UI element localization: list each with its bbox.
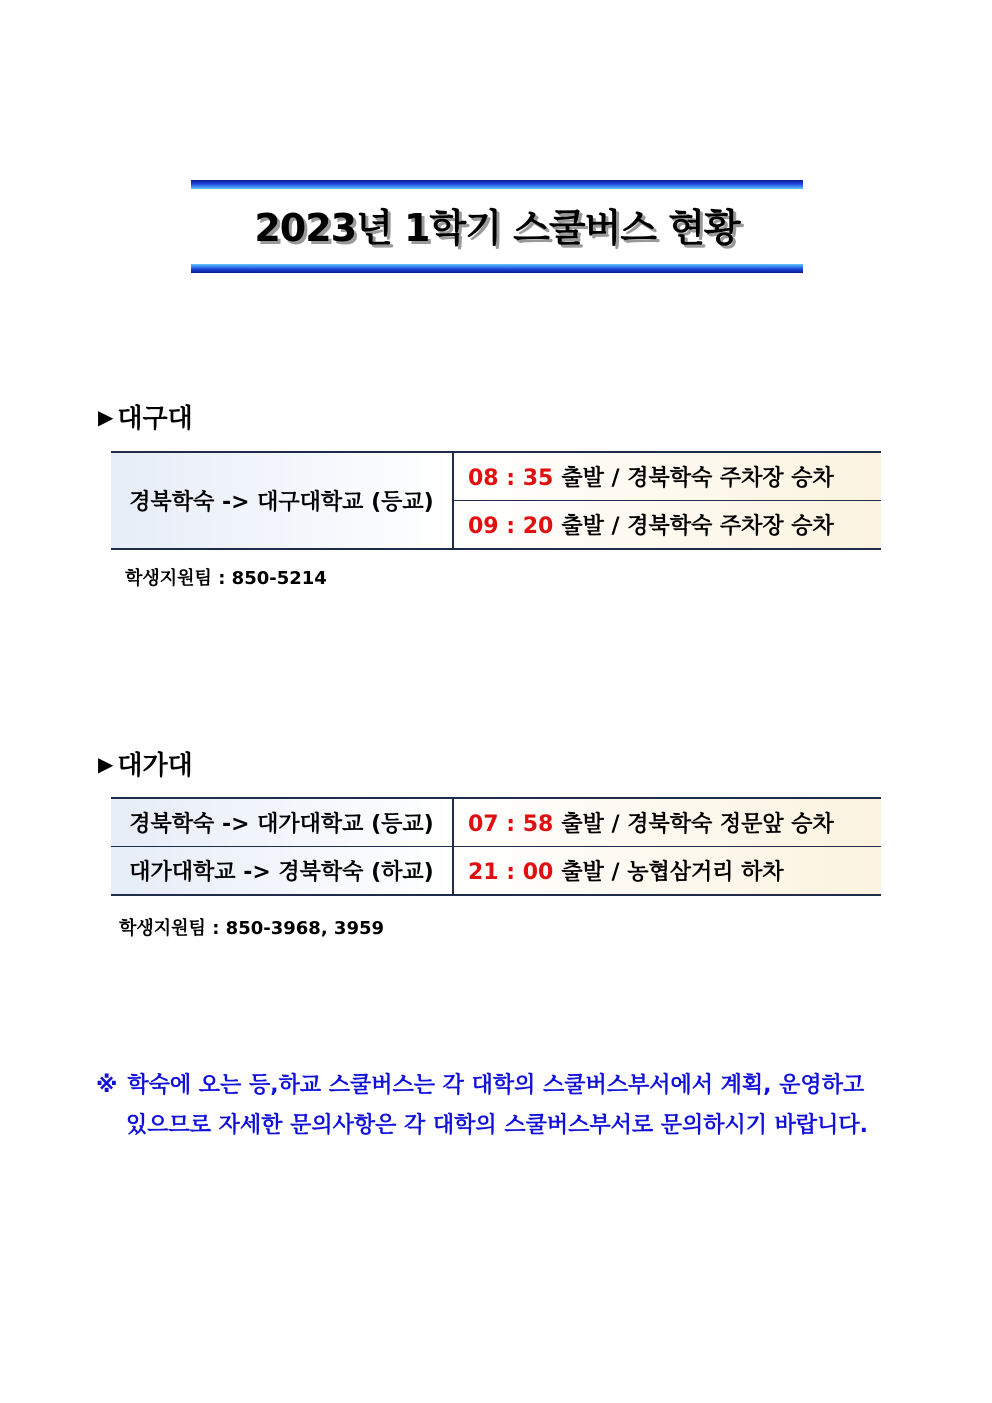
title-bar-bottom <box>191 264 803 273</box>
section-title: 대구대 <box>117 404 193 434</box>
departure-time: 21 : 00 <box>468 860 554 885</box>
page-title: 2023년 1학기 스쿨버스 현황 <box>254 206 740 250</box>
section-title: 대가대 <box>117 751 193 781</box>
notice-line-1-text: 학숙에 오는 등,하교 스쿨버스는 각 대학의 스쿨버스부서에서 계획, 운영하고 <box>127 1073 865 1098</box>
time-cell <box>453 798 881 847</box>
time-cell <box>453 501 881 550</box>
departure-time: 09 : 20 <box>468 514 554 539</box>
departure-time: 08 : 35 <box>468 466 554 491</box>
notice-line-1 <box>96 1066 926 1106</box>
reference-mark: ※ <box>96 1073 118 1098</box>
triangle-icon: ▶ <box>98 751 114 776</box>
triangle-icon: ▶ <box>98 404 114 429</box>
table-row <box>111 798 881 847</box>
schedule-table-catholic <box>111 797 881 896</box>
table-row <box>111 847 881 896</box>
contact-info-daegu: 학생지원팀 : 850-5214 <box>125 568 327 589</box>
departure-detail: 출발 / 농협삼거리 하차 <box>561 860 784 885</box>
title-banner <box>191 180 803 273</box>
notice-line-2: 있으므로 자세한 문의사항은 각 대학의 스쿨버스부서로 문의하시기 바랍니다. <box>126 1113 869 1138</box>
contact-info-catholic: 학생지원팀 : 850-3968, 3959 <box>119 918 385 939</box>
departure-detail: 출발 / 경북학숙 주차장 승차 <box>561 514 834 539</box>
notice-text <box>96 1066 926 1146</box>
time-cell <box>453 452 881 501</box>
section-heading-catholic <box>98 745 193 782</box>
schedule-table-daegu <box>111 451 881 550</box>
route-cell: 경북학숙 -> 대가대학교 (등교) <box>111 798 453 847</box>
route-cell: 경북학숙 -> 대구대학교 (등교) <box>111 452 453 549</box>
departure-detail: 출발 / 경북학숙 정문앞 승차 <box>561 812 834 837</box>
route-cell: 대가대학교 -> 경북학숙 (하교) <box>111 847 453 896</box>
time-cell <box>453 847 881 896</box>
departure-time: 07 : 58 <box>468 812 554 837</box>
title-bar-top <box>191 180 803 189</box>
departure-detail: 출발 / 경북학숙 주차장 승차 <box>561 466 834 491</box>
table-row <box>111 452 881 501</box>
section-heading-daegu <box>98 398 193 435</box>
